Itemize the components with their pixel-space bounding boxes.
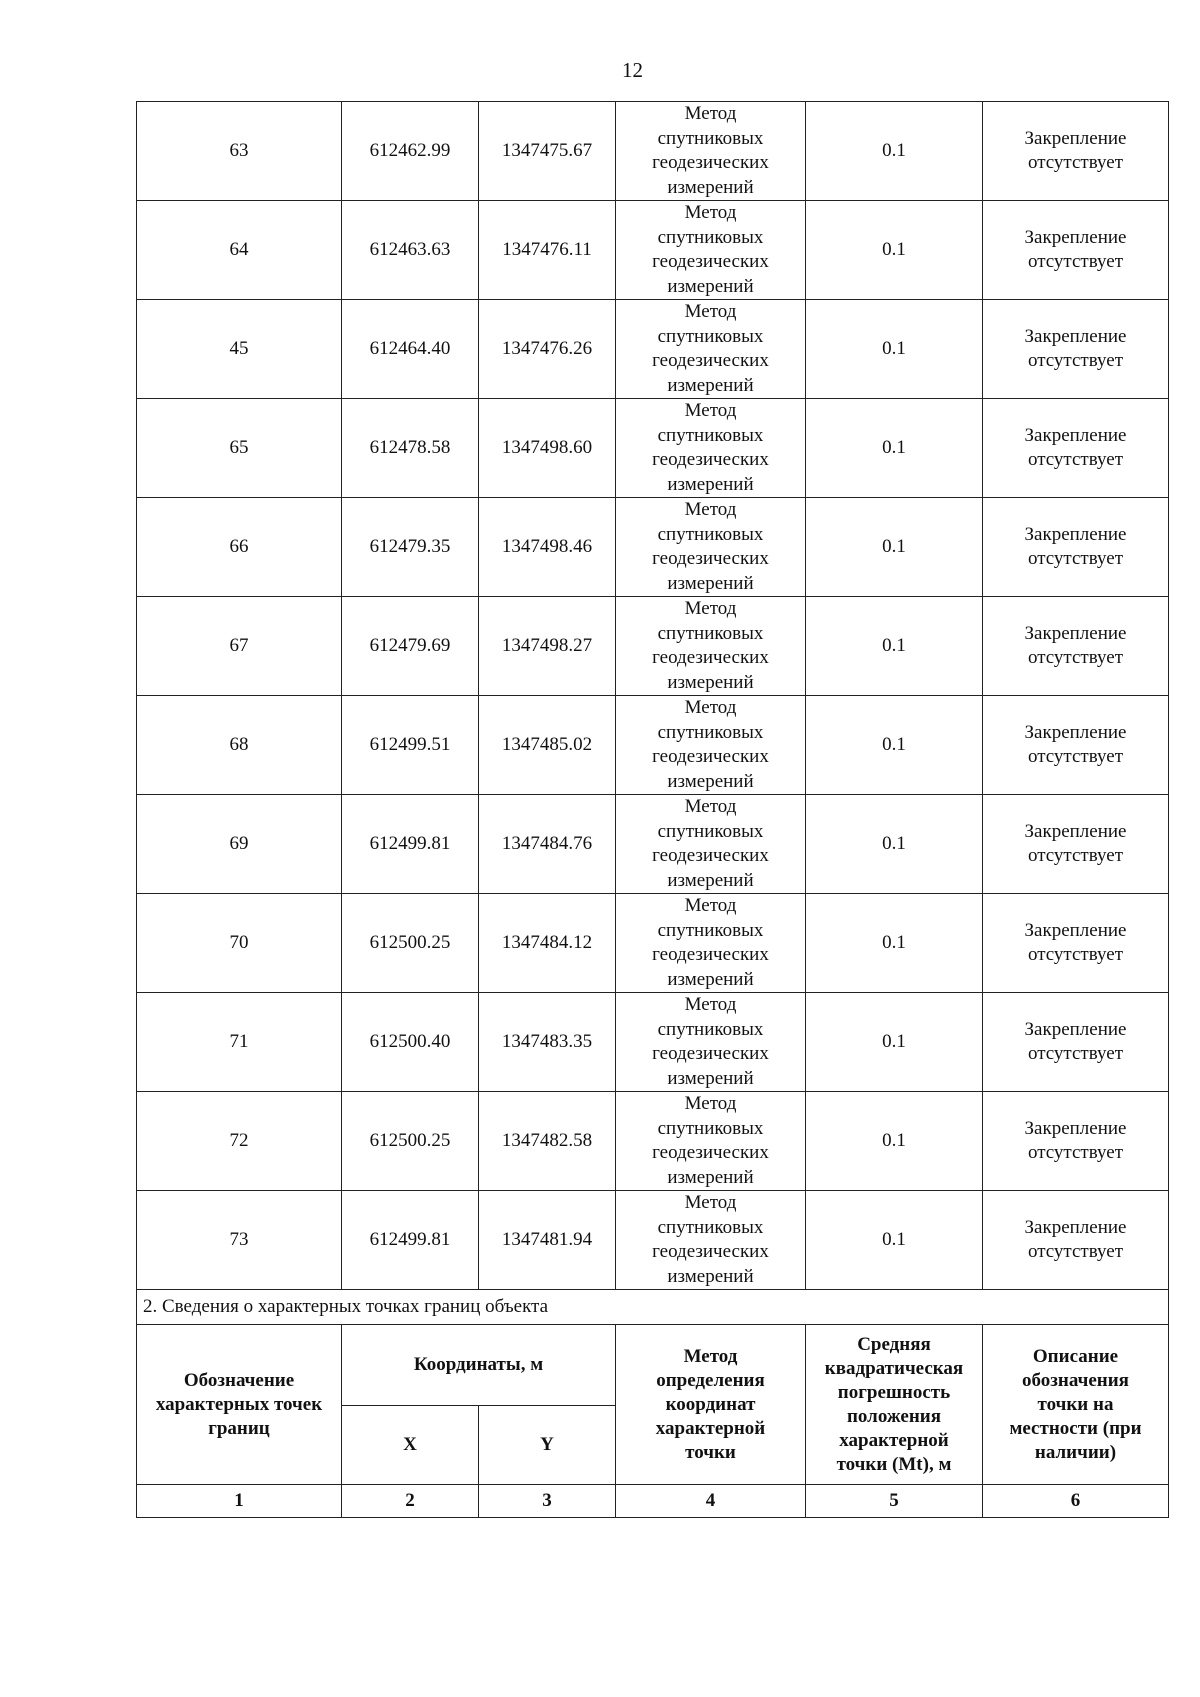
accuracy-cell: 0.1 <box>806 300 983 399</box>
header-y: Y <box>479 1406 616 1485</box>
table-row <box>137 399 1169 498</box>
table-row <box>137 1092 1169 1191</box>
point-cell: 67 <box>137 597 342 696</box>
point-cell: 73 <box>137 1191 342 1290</box>
method-cell: Метод спутниковых геодезических измерений <box>616 102 806 201</box>
table-row <box>137 795 1169 894</box>
fixing-cell: Закрепление отсутствует <box>983 1191 1169 1290</box>
y-coordinate-cell: 1347476.26 <box>479 300 616 399</box>
table-row <box>137 894 1169 993</box>
method-cell: Метод спутниковых геодезических измерений <box>616 1191 806 1290</box>
table-row <box>137 1191 1169 1290</box>
accuracy-cell: 0.1 <box>806 597 983 696</box>
header-accuracy: Средняя квадратическая погрешность положения характерной точки (Mt), м <box>806 1325 983 1485</box>
fixing-cell: Закрепление отсутствует <box>983 399 1169 498</box>
x-coordinate-cell: 612479.69 <box>342 597 479 696</box>
column-number-row <box>137 1485 1169 1518</box>
method-cell: Метод спутниковых геодезических измерений <box>616 696 806 795</box>
accuracy-cell: 0.1 <box>806 993 983 1092</box>
fixing-cell: Закрепление отсутствует <box>983 498 1169 597</box>
point-cell: 65 <box>137 399 342 498</box>
point-cell: 63 <box>137 102 342 201</box>
method-cell: Метод спутниковых геодезических измерений <box>616 300 806 399</box>
table-row <box>137 102 1169 201</box>
column-number: 4 <box>616 1485 806 1518</box>
point-cell: 45 <box>137 300 342 399</box>
method-cell: Метод спутниковых геодезических измерений <box>616 597 806 696</box>
boundary-points-table <box>136 101 1169 1518</box>
x-coordinate-cell: 612499.51 <box>342 696 479 795</box>
table-row <box>137 498 1169 597</box>
y-coordinate-cell: 1347481.94 <box>479 1191 616 1290</box>
method-cell: Метод спутниковых геодезических измерений <box>616 993 806 1092</box>
fixing-cell: Закрепление отсутствует <box>983 894 1169 993</box>
fixing-cell: Закрепление отсутствует <box>983 993 1169 1092</box>
accuracy-cell: 0.1 <box>806 1191 983 1290</box>
x-coordinate-cell: 612500.25 <box>342 1092 479 1191</box>
accuracy-cell: 0.1 <box>806 894 983 993</box>
column-number: 6 <box>983 1485 1169 1518</box>
x-coordinate-cell: 612499.81 <box>342 795 479 894</box>
y-coordinate-cell: 1347484.76 <box>479 795 616 894</box>
y-coordinate-cell: 1347498.27 <box>479 597 616 696</box>
method-cell: Метод спутниковых геодезических измерений <box>616 795 806 894</box>
column-number: 2 <box>342 1485 479 1518</box>
fixing-cell: Закрепление отсутствует <box>983 1092 1169 1191</box>
accuracy-cell: 0.1 <box>806 399 983 498</box>
accuracy-cell: 0.1 <box>806 102 983 201</box>
data-rows <box>137 102 1169 1290</box>
column-number: 3 <box>479 1485 616 1518</box>
section-title: 2. Сведения о характерных точках границ объекта <box>137 1290 1169 1325</box>
y-coordinate-cell: 1347484.12 <box>479 894 616 993</box>
x-coordinate-cell: 612462.99 <box>342 102 479 201</box>
method-cell: Метод спутниковых геодезических измерений <box>616 894 806 993</box>
method-cell: Метод спутниковых геодезических измерений <box>616 498 806 597</box>
point-cell: 70 <box>137 894 342 993</box>
header-designation: Обозначение характерных точек границ <box>137 1325 342 1485</box>
table-row <box>137 696 1169 795</box>
x-coordinate-cell: 612499.81 <box>342 1191 479 1290</box>
accuracy-cell: 0.1 <box>806 795 983 894</box>
method-cell: Метод спутниковых геодезических измерений <box>616 201 806 300</box>
fixing-cell: Закрепление отсутствует <box>983 300 1169 399</box>
fixing-cell: Закрепление отсутствует <box>983 102 1169 201</box>
column-number: 5 <box>806 1485 983 1518</box>
fixing-cell: Закрепление отсутствует <box>983 597 1169 696</box>
method-cell: Метод спутниковых геодезических измерений <box>616 1092 806 1191</box>
page-number: 12 <box>622 58 643 82</box>
y-coordinate-cell: 1347485.02 <box>479 696 616 795</box>
x-coordinate-cell: 612478.58 <box>342 399 479 498</box>
table-row <box>137 201 1169 300</box>
x-coordinate-cell: 612463.63 <box>342 201 479 300</box>
y-coordinate-cell: 1347483.35 <box>479 993 616 1092</box>
point-cell: 72 <box>137 1092 342 1191</box>
section-row <box>137 1290 1169 1325</box>
accuracy-cell: 0.1 <box>806 696 983 795</box>
header-x: X <box>342 1406 479 1485</box>
header-coordinates: Координаты, м <box>342 1325 616 1406</box>
fixing-cell: Закрепление отсутствует <box>983 201 1169 300</box>
point-cell: 66 <box>137 498 342 597</box>
table-row <box>137 597 1169 696</box>
point-cell: 69 <box>137 795 342 894</box>
header-method: Метод определения координат характерной точки <box>616 1325 806 1485</box>
accuracy-cell: 0.1 <box>806 1092 983 1191</box>
table-row <box>137 993 1169 1092</box>
column-number: 1 <box>137 1485 342 1518</box>
method-cell: Метод спутниковых геодезических измерений <box>616 399 806 498</box>
point-cell: 64 <box>137 201 342 300</box>
x-coordinate-cell: 612500.25 <box>342 894 479 993</box>
x-coordinate-cell: 612479.35 <box>342 498 479 597</box>
y-coordinate-cell: 1347498.46 <box>479 498 616 597</box>
x-coordinate-cell: 612464.40 <box>342 300 479 399</box>
y-coordinate-cell: 1347475.67 <box>479 102 616 201</box>
header-description: Описание обозначения точки на местности (при наличии) <box>983 1325 1169 1485</box>
y-coordinate-cell: 1347482.58 <box>479 1092 616 1191</box>
table-row <box>137 300 1169 399</box>
accuracy-cell: 0.1 <box>806 498 983 597</box>
point-cell: 68 <box>137 696 342 795</box>
point-cell: 71 <box>137 993 342 1092</box>
fixing-cell: Закрепление отсутствует <box>983 795 1169 894</box>
accuracy-cell: 0.1 <box>806 201 983 300</box>
header-row <box>137 1325 1169 1406</box>
fixing-cell: Закрепление отсутствует <box>983 696 1169 795</box>
y-coordinate-cell: 1347476.11 <box>479 201 616 300</box>
x-coordinate-cell: 612500.40 <box>342 993 479 1092</box>
y-coordinate-cell: 1347498.60 <box>479 399 616 498</box>
